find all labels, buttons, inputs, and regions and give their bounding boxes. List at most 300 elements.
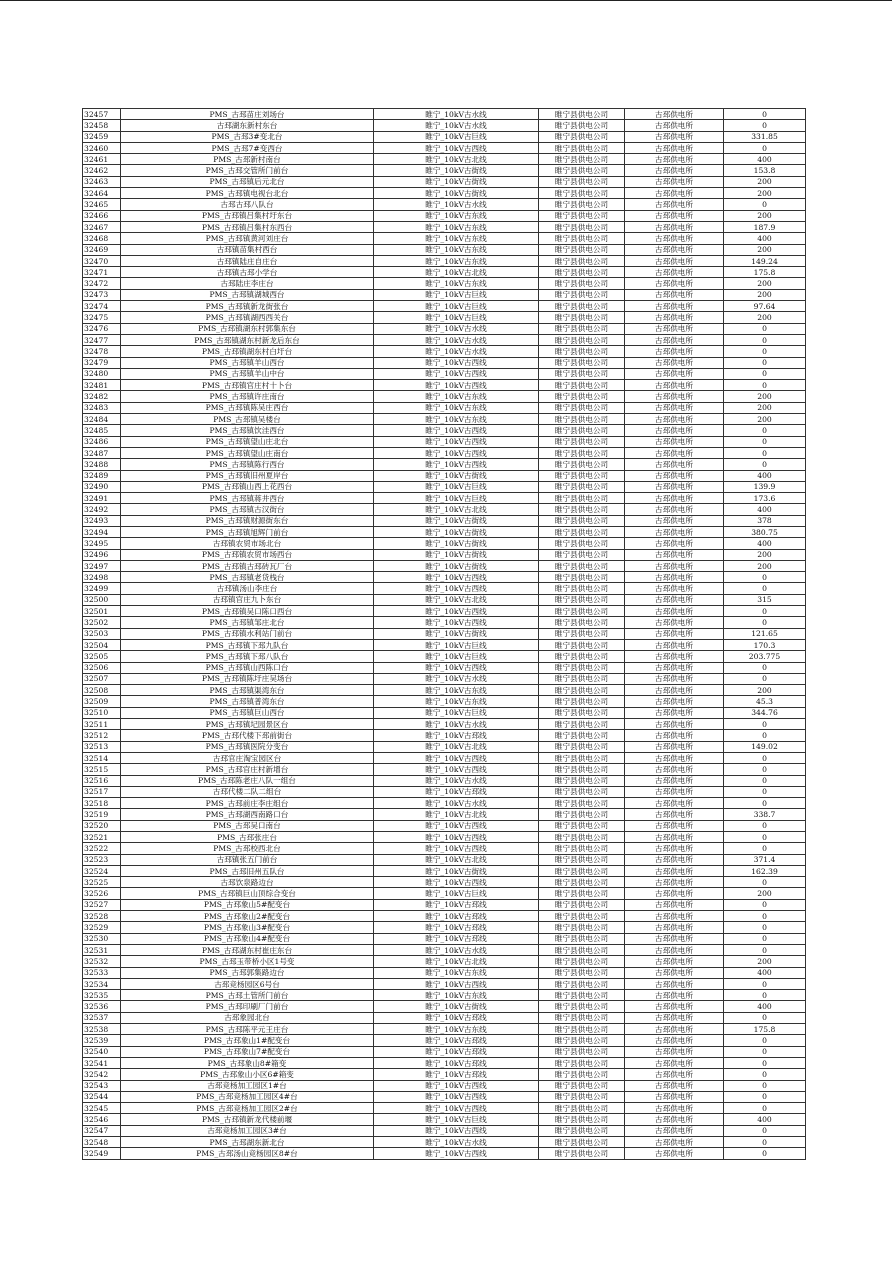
- station-name-cell: PMS_古邳镇后元北台: [121, 176, 374, 187]
- company-cell: 睢宁县供电公司: [539, 1024, 625, 1035]
- value-cell: 0: [724, 911, 806, 922]
- supply-station-cell: 古邳供电所: [625, 877, 724, 888]
- row-number-cell: 32464: [83, 188, 121, 199]
- row-number-cell: 32486: [83, 436, 121, 447]
- value-cell: 0: [724, 425, 806, 436]
- feeder-line-cell: 睢宁_10kV古东线: [374, 696, 539, 707]
- station-name-cell: PMS_古邳镇旭辉门前台: [121, 526, 374, 537]
- feeder-line-cell: 睢宁_10kV古东线: [374, 685, 539, 696]
- feeder-line-cell: 睢宁_10kV古西线: [374, 820, 539, 831]
- supply-station-cell: 古邳供电所: [625, 1001, 724, 1012]
- supply-station-cell: 古邳供电所: [625, 526, 724, 537]
- value-cell: 200: [724, 549, 806, 560]
- value-cell: 0: [724, 786, 806, 797]
- value-cell: 200: [724, 289, 806, 300]
- feeder-line-cell: 睢宁_10kV古东线: [374, 1024, 539, 1035]
- supply-station-cell: 古邳供电所: [625, 221, 724, 232]
- value-cell: 200: [724, 956, 806, 967]
- company-cell: 睢宁县供电公司: [539, 1001, 625, 1012]
- company-cell: 睢宁县供电公司: [539, 594, 625, 605]
- company-cell: 睢宁县供电公司: [539, 526, 625, 537]
- company-cell: 睢宁县供电公司: [539, 944, 625, 955]
- row-number-cell: 32549: [83, 1148, 121, 1159]
- company-cell: 睢宁县供电公司: [539, 1148, 625, 1159]
- feeder-line-cell: 睢宁_10kV古邳线: [374, 1012, 539, 1023]
- company-cell: 睢宁县供电公司: [539, 244, 625, 255]
- station-name-cell: PMS_古邳镇古汉街台: [121, 504, 374, 515]
- value-cell: 0: [724, 436, 806, 447]
- feeder-line-cell: 睢宁_10kV古街线: [374, 628, 539, 639]
- value-cell: 0: [724, 1125, 806, 1136]
- table-row: [83, 651, 806, 662]
- station-name-cell: PMS_古邳镇圮园景区台: [121, 719, 374, 730]
- company-cell: 睢宁县供电公司: [539, 504, 625, 515]
- row-number-cell: 32548: [83, 1137, 121, 1148]
- supply-station-cell: 古邳供电所: [625, 1148, 724, 1159]
- station-name-cell: 古邳古邳八队台: [121, 199, 374, 210]
- value-cell: 200: [724, 188, 806, 199]
- supply-station-cell: 古邳供电所: [625, 719, 724, 730]
- supply-station-cell: 古邳供电所: [625, 414, 724, 425]
- station-name-cell: PMS_古邳镇新龙街张台: [121, 301, 374, 312]
- table-row: [83, 899, 806, 910]
- feeder-line-cell: 睢宁_10kV古邳线: [374, 899, 539, 910]
- value-cell: 0: [724, 944, 806, 955]
- value-cell: 121.65: [724, 628, 806, 639]
- supply-station-cell: 古邳供电所: [625, 922, 724, 933]
- row-number-cell: 32492: [83, 504, 121, 515]
- value-cell: 139.9: [724, 481, 806, 492]
- row-number-cell: 32525: [83, 877, 121, 888]
- company-cell: 睢宁县供电公司: [539, 120, 625, 131]
- value-cell: 0: [724, 459, 806, 470]
- row-number-cell: 32481: [83, 380, 121, 391]
- supply-station-cell: 古邳供电所: [625, 809, 724, 820]
- supply-station-cell: 古邳供电所: [625, 346, 724, 357]
- table-row: [83, 515, 806, 526]
- row-number-cell: 32495: [83, 538, 121, 549]
- station-name-cell: PMS_古邳土管所门前台: [121, 990, 374, 1001]
- feeder-line-cell: 睢宁_10kV古邳线: [374, 730, 539, 741]
- feeder-line-cell: 睢宁_10kV古街线: [374, 560, 539, 571]
- feeder-line-cell: 睢宁_10kV古街线: [374, 538, 539, 549]
- value-cell: 200: [724, 176, 806, 187]
- row-number-cell: 32517: [83, 786, 121, 797]
- table-row: [83, 142, 806, 153]
- table-row: [83, 323, 806, 334]
- value-cell: 400: [724, 154, 806, 165]
- table-row: [83, 1125, 806, 1136]
- supply-station-cell: 古邳供电所: [625, 617, 724, 628]
- value-cell: 200: [724, 312, 806, 323]
- supply-station-cell: 古邳供电所: [625, 1024, 724, 1035]
- table-row: [83, 786, 806, 797]
- value-cell: 0: [724, 798, 806, 809]
- supply-station-cell: 古邳供电所: [625, 888, 724, 899]
- supply-station-cell: 古邳供电所: [625, 899, 724, 910]
- table-row: [83, 120, 806, 131]
- row-number-cell: 32499: [83, 583, 121, 594]
- company-cell: 睢宁县供电公司: [539, 391, 625, 402]
- value-cell: 0: [724, 1069, 806, 1080]
- station-name-cell: PMS_古邳镇湖东村郭集东台: [121, 323, 374, 334]
- feeder-line-cell: 睢宁_10kV古水线: [374, 323, 539, 334]
- row-number-cell: 32530: [83, 933, 121, 944]
- feeder-line-cell: 睢宁_10kV古街线: [374, 526, 539, 537]
- station-name-cell: PMS_古邳湖西南路口台: [121, 809, 374, 820]
- table-row: [83, 775, 806, 786]
- value-cell: 0: [724, 1080, 806, 1091]
- company-cell: 睢宁县供电公司: [539, 1035, 625, 1046]
- company-cell: 睢宁县供电公司: [539, 786, 625, 797]
- supply-station-cell: 古邳供电所: [625, 391, 724, 402]
- row-number-cell: 32533: [83, 967, 121, 978]
- feeder-line-cell: 睢宁_10kV古东线: [374, 244, 539, 255]
- table-row: [83, 470, 806, 481]
- value-cell: 200: [724, 402, 806, 413]
- supply-station-cell: 古邳供电所: [625, 425, 724, 436]
- table-row: [83, 176, 806, 187]
- feeder-line-cell: 睢宁_10kV古水线: [374, 346, 539, 357]
- supply-station-cell: 古邳供电所: [625, 854, 724, 865]
- table-row: [83, 990, 806, 1001]
- row-number-cell: 32497: [83, 560, 121, 571]
- row-number-cell: 32521: [83, 832, 121, 843]
- feeder-line-cell: 睢宁_10kV古东线: [374, 414, 539, 425]
- value-cell: 0: [724, 1046, 806, 1057]
- table-row: [83, 583, 806, 594]
- company-cell: 睢宁县供电公司: [539, 323, 625, 334]
- supply-station-cell: 古邳供电所: [625, 323, 724, 334]
- value-cell: 400: [724, 538, 806, 549]
- row-number-cell: 32516: [83, 775, 121, 786]
- row-number-cell: 32505: [83, 651, 121, 662]
- feeder-line-cell: 睢宁_10kV古邳线: [374, 922, 539, 933]
- company-cell: 睢宁县供电公司: [539, 436, 625, 447]
- feeder-line-cell: 睢宁_10kV古西线: [374, 572, 539, 583]
- feeder-line-cell: 睢宁_10kV古西线: [374, 583, 539, 594]
- table-row: [83, 752, 806, 763]
- supply-station-cell: 古邳供电所: [625, 820, 724, 831]
- table-row: [83, 481, 806, 492]
- feeder-line-cell: 睢宁_10kV古西线: [374, 447, 539, 458]
- supply-station-cell: 古邳供电所: [625, 944, 724, 955]
- value-cell: 0: [724, 719, 806, 730]
- station-name-cell: 古邳竞杨加工园区3#台: [121, 1125, 374, 1136]
- feeder-line-cell: 睢宁_10kV古邳线: [374, 911, 539, 922]
- table-row: [83, 854, 806, 865]
- table-row: [83, 843, 806, 854]
- supply-station-cell: 古邳供电所: [625, 301, 724, 312]
- station-name-cell: PMS_古邳镇邹庄北台: [121, 617, 374, 628]
- station-name-cell: PMS_古邳镇普湾东台: [121, 696, 374, 707]
- station-name-cell: PMS_古邳7#变西台: [121, 142, 374, 153]
- table-row: [83, 628, 806, 639]
- row-number-cell: 32546: [83, 1114, 121, 1125]
- table-row: [83, 267, 806, 278]
- value-cell: 400: [724, 1114, 806, 1125]
- row-number-cell: 32503: [83, 628, 121, 639]
- value-cell: 0: [724, 357, 806, 368]
- company-cell: 睢宁县供电公司: [539, 685, 625, 696]
- station-name-cell: PMS_古邳镇巨山西台: [121, 707, 374, 718]
- station-name-cell: PMS_古邳镇湖东村新龙后东台: [121, 334, 374, 345]
- value-cell: 175.8: [724, 267, 806, 278]
- row-number-cell: 32463: [83, 176, 121, 187]
- table-row: [83, 459, 806, 470]
- company-cell: 睢宁县供电公司: [539, 752, 625, 763]
- station-name-cell: PMS_古邳湖东村崔庄东台: [121, 944, 374, 955]
- supply-station-cell: 古邳供电所: [625, 1125, 724, 1136]
- table-row: [83, 244, 806, 255]
- feeder-line-cell: 睢宁_10kV古西线: [374, 606, 539, 617]
- supply-station-cell: 古邳供电所: [625, 651, 724, 662]
- row-number-cell: 32465: [83, 199, 121, 210]
- row-number-cell: 32510: [83, 707, 121, 718]
- station-name-cell: PMS_古邳镇吕集村东西台: [121, 221, 374, 232]
- table-row: [83, 1137, 806, 1148]
- station-name-cell: PMS_古邳汤山竞杨园区8#台: [121, 1148, 374, 1159]
- row-number-cell: 32498: [83, 572, 121, 583]
- row-number-cell: 32527: [83, 899, 121, 910]
- feeder-line-cell: 睢宁_10kV古西线: [374, 357, 539, 368]
- row-number-cell: 32518: [83, 798, 121, 809]
- value-cell: 0: [724, 1148, 806, 1159]
- station-name-cell: PMS_古邳镇湖西西关台: [121, 312, 374, 323]
- company-cell: 睢宁县供电公司: [539, 775, 625, 786]
- value-cell: 0: [724, 1137, 806, 1148]
- supply-station-cell: 古邳供电所: [625, 662, 724, 673]
- row-number-cell: 32457: [83, 109, 121, 120]
- station-name-cell: PMS_古邳镇许庄南台: [121, 391, 374, 402]
- company-cell: 睢宁县供电公司: [539, 719, 625, 730]
- table-row: [83, 414, 806, 425]
- supply-station-cell: 古邳供电所: [625, 538, 724, 549]
- feeder-line-cell: 睢宁_10kV古巨线: [374, 888, 539, 899]
- station-name-cell: PMS_古邳镇饮洼西台: [121, 425, 374, 436]
- feeder-line-cell: 睢宁_10kV古水线: [374, 944, 539, 955]
- supply-station-cell: 古邳供电所: [625, 1035, 724, 1046]
- table-row: [83, 911, 806, 922]
- station-name-cell: 古邳镇陆庄自庄台: [121, 255, 374, 266]
- value-cell: 0: [724, 380, 806, 391]
- value-cell: 0: [724, 990, 806, 1001]
- value-cell: 200: [724, 210, 806, 221]
- row-number-cell: 32547: [83, 1125, 121, 1136]
- value-cell: 0: [724, 368, 806, 379]
- feeder-line-cell: 睢宁_10kV古水线: [374, 673, 539, 684]
- station-name-cell: 古邳官庄淘宝园区台: [121, 752, 374, 763]
- table-row: [83, 1148, 806, 1159]
- value-cell: 400: [724, 1001, 806, 1012]
- feeder-line-cell: 睢宁_10kV古北线: [374, 741, 539, 752]
- feeder-line-cell: 睢宁_10kV古水线: [374, 120, 539, 131]
- station-name-cell: PMS_古邳镇陈行西台: [121, 459, 374, 470]
- supply-station-cell: 古邳供电所: [625, 990, 724, 1001]
- value-cell: 0: [724, 899, 806, 910]
- station-name-cell: PMS_古邳镇山西陈口台: [121, 662, 374, 673]
- value-cell: 0: [724, 1035, 806, 1046]
- table-row: [83, 1080, 806, 1091]
- value-cell: 200: [724, 888, 806, 899]
- table-row: [83, 764, 806, 775]
- row-number-cell: 32520: [83, 820, 121, 831]
- row-number-cell: 32515: [83, 764, 121, 775]
- row-number-cell: 32484: [83, 414, 121, 425]
- row-number-cell: 32490: [83, 481, 121, 492]
- value-cell: 371.4: [724, 854, 806, 865]
- value-cell: 149.02: [724, 741, 806, 752]
- table-row: [83, 820, 806, 831]
- supply-station-cell: 古邳供电所: [625, 210, 724, 221]
- table-row: [83, 1035, 806, 1046]
- station-name-cell: PMS_古邳玉带桥小区1号变: [121, 956, 374, 967]
- table-row: [83, 1114, 806, 1125]
- value-cell: 0: [724, 832, 806, 843]
- table-row: [83, 301, 806, 312]
- value-cell: 0: [724, 843, 806, 854]
- table-row: [83, 346, 806, 357]
- company-cell: 睢宁县供电公司: [539, 425, 625, 436]
- station-name-cell: PMS_古邳镇医院分变台: [121, 741, 374, 752]
- supply-station-cell: 古邳供电所: [625, 188, 724, 199]
- company-cell: 睢宁县供电公司: [539, 312, 625, 323]
- company-cell: 睢宁县供电公司: [539, 978, 625, 989]
- feeder-line-cell: 睢宁_10kV古西线: [374, 436, 539, 447]
- row-number-cell: 32474: [83, 301, 121, 312]
- table-row: [83, 255, 806, 266]
- station-name-cell: PMS_古邳竞杨加工园区4#台: [121, 1091, 374, 1102]
- row-number-cell: 32522: [83, 843, 121, 854]
- feeder-line-cell: 睢宁_10kV古西线: [374, 1091, 539, 1102]
- feeder-line-cell: 睢宁_10kV古东线: [374, 210, 539, 221]
- supply-station-cell: 古邳供电所: [625, 978, 724, 989]
- row-number-cell: 32541: [83, 1057, 121, 1068]
- row-number-cell: 32488: [83, 459, 121, 470]
- company-cell: 睢宁县供电公司: [539, 843, 625, 854]
- row-number-cell: 32491: [83, 493, 121, 504]
- row-number-cell: 32542: [83, 1069, 121, 1080]
- row-number-cell: 32460: [83, 142, 121, 153]
- table-row: [83, 233, 806, 244]
- row-number-cell: 32514: [83, 752, 121, 763]
- table-row: [83, 188, 806, 199]
- feeder-line-cell: 睢宁_10kV古西线: [374, 368, 539, 379]
- value-cell: 0: [724, 933, 806, 944]
- row-number-cell: 32468: [83, 233, 121, 244]
- station-name-cell: PMS_古邳陈平元王庄台: [121, 1024, 374, 1035]
- row-number-cell: 32462: [83, 165, 121, 176]
- value-cell: 200: [724, 278, 806, 289]
- table-row: [83, 289, 806, 300]
- feeder-line-cell: 睢宁_10kV古西线: [374, 662, 539, 673]
- company-cell: 睢宁县供电公司: [539, 221, 625, 232]
- table-row: [83, 1001, 806, 1012]
- value-cell: 0: [724, 764, 806, 775]
- value-cell: 203.775: [724, 651, 806, 662]
- table-row: [83, 1057, 806, 1068]
- supply-station-cell: 古邳供电所: [625, 289, 724, 300]
- table-row: [83, 1069, 806, 1080]
- station-name-cell: PMS_古邳镇吴口陈口西台: [121, 606, 374, 617]
- feeder-line-cell: 睢宁_10kV古巨线: [374, 493, 539, 504]
- station-name-cell: PMS_古邳张庄台: [121, 832, 374, 843]
- row-number-cell: 32485: [83, 425, 121, 436]
- feeder-line-cell: 睢宁_10kV古巨线: [374, 481, 539, 492]
- company-cell: 睢宁县供电公司: [539, 188, 625, 199]
- supply-station-cell: 古邳供电所: [625, 176, 724, 187]
- supply-station-cell: 古邳供电所: [625, 1114, 724, 1125]
- company-cell: 睢宁县供电公司: [539, 346, 625, 357]
- table-row: [83, 865, 806, 876]
- feeder-line-cell: 睢宁_10kV古邳线: [374, 1035, 539, 1046]
- feeder-line-cell: 睢宁_10kV古西线: [374, 617, 539, 628]
- value-cell: 0: [724, 877, 806, 888]
- row-number-cell: 32540: [83, 1046, 121, 1057]
- company-cell: 睢宁县供电公司: [539, 278, 625, 289]
- company-cell: 睢宁县供电公司: [539, 357, 625, 368]
- table-row: [83, 549, 806, 560]
- station-name-cell: PMS_古邳象山小区6#箱变: [121, 1069, 374, 1080]
- company-cell: 睢宁县供电公司: [539, 334, 625, 345]
- feeder-line-cell: 睢宁_10kV古西线: [374, 1125, 539, 1136]
- feeder-line-cell: 睢宁_10kV古西线: [374, 843, 539, 854]
- value-cell: 0: [724, 820, 806, 831]
- station-name-cell: 古邳陆庄李庄台: [121, 278, 374, 289]
- value-cell: 0: [724, 752, 806, 763]
- company-cell: 睢宁县供电公司: [539, 402, 625, 413]
- value-cell: 0: [724, 199, 806, 210]
- row-number-cell: 32494: [83, 526, 121, 537]
- company-cell: 睢宁县供电公司: [539, 109, 625, 120]
- value-cell: 97.64: [724, 301, 806, 312]
- feeder-line-cell: 睢宁_10kV古东线: [374, 967, 539, 978]
- station-name-cell: PMS_古邳镇吕集村圩东台: [121, 210, 374, 221]
- table-row: [83, 312, 806, 323]
- value-cell: 200: [724, 685, 806, 696]
- company-cell: 睢宁县供电公司: [539, 730, 625, 741]
- feeder-line-cell: 睢宁_10kV古街线: [374, 470, 539, 481]
- company-cell: 睢宁县供电公司: [539, 639, 625, 650]
- table-row: [83, 391, 806, 402]
- company-cell: 睢宁县供电公司: [539, 764, 625, 775]
- company-cell: 睢宁县供电公司: [539, 301, 625, 312]
- feeder-line-cell: 睢宁_10kV古西线: [374, 978, 539, 989]
- company-cell: 睢宁县供电公司: [539, 470, 625, 481]
- table-row: [83, 1012, 806, 1023]
- value-cell: 0: [724, 978, 806, 989]
- row-number-cell: 32467: [83, 221, 121, 232]
- row-number-cell: 32479: [83, 357, 121, 368]
- feeder-line-cell: 睢宁_10kV古东线: [374, 278, 539, 289]
- station-name-cell: 古邳镇汤山李庄台: [121, 583, 374, 594]
- company-cell: 睢宁县供电公司: [539, 1080, 625, 1091]
- feeder-line-cell: 睢宁_10kV古水线: [374, 199, 539, 210]
- station-name-cell: PMS_古邳校西北台: [121, 843, 374, 854]
- table-row: [83, 617, 806, 628]
- supply-station-cell: 古邳供电所: [625, 142, 724, 153]
- feeder-line-cell: 睢宁_10kV古北线: [374, 154, 539, 165]
- feeder-line-cell: 睢宁_10kV古巨线: [374, 131, 539, 142]
- supply-station-cell: 古邳供电所: [625, 752, 724, 763]
- row-number-cell: 32528: [83, 911, 121, 922]
- supply-station-cell: 古邳供电所: [625, 956, 724, 967]
- feeder-line-cell: 睢宁_10kV古邳线: [374, 786, 539, 797]
- supply-station-cell: 古邳供电所: [625, 730, 724, 741]
- value-cell: 0: [724, 1057, 806, 1068]
- table-row: [83, 719, 806, 730]
- feeder-line-cell: 睢宁_10kV古邳线: [374, 1046, 539, 1057]
